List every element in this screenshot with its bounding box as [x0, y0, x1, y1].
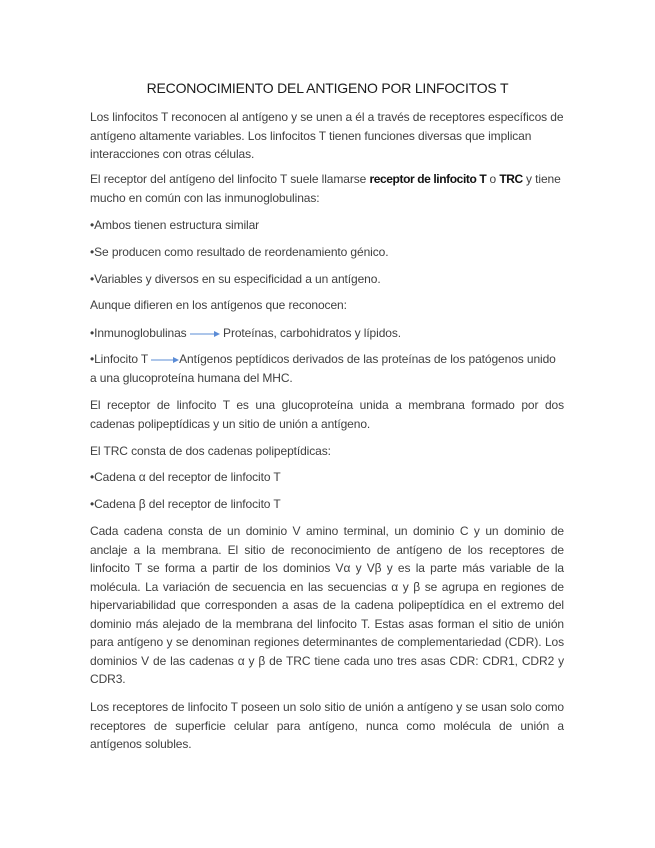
receptor-text-c: o: [486, 172, 500, 186]
domains-paragraph: Cada cadena consta de un dominio V amino terminal, un dominio C y un dominio de anclaje a la membrana. El sitio de reconocimiento de antígeno de los receptores de linfocito T se forma a partir de los dominios Vα y Vβ y es la parte más variable de la molécula. La variación de secuencia en las secuencias α y β se agrupa en regiones de hipervariabilidad que corresponden a asas de la cadena polipeptídica en el extremo del dominio más alejado de la membrana del linfocito T. Estas asas forman el sitio de unión para antígeno y se denominan regiones determinantes de complementariedad (CDR). Los dominios V de las cadenas α y β de TRC tiene cada uno tres asas CDR: CDR1, CDR2 y CDR3.: [90, 524, 564, 686]
arrow-right-icon: [190, 330, 220, 338]
compare-target: Antígenos peptídicos derivados de las proteínas de los patógenos unido a una glucoproteína humana del MHC.: [90, 352, 556, 385]
receptor-text-e: y tiene mucho en común con las inmunoglobulinas:: [90, 172, 561, 205]
differ-paragraph: Aunque difieren en los antígenos que reconocen:: [90, 298, 347, 312]
chains-paragraph: El TRC consta de dos cadenas polipeptídicas:: [90, 444, 331, 458]
receptor-definition-paragraph: El receptor de linfocito T es una glucoproteína unida a membrana formado por dos cadenas polipeptídicas y un sitio de unión a antígeno.: [90, 398, 564, 431]
arrow-right-icon: [151, 356, 179, 364]
receptor-text-a: El receptor del antígeno del linfocito T suele llamarse: [90, 172, 370, 186]
document-title: RECONOCIMIENTO DEL ANTIGENO POR LINFOCITOS T: [146, 80, 509, 96]
receptor-paragraph: [90, 170, 564, 207]
intro-paragraph: Los linfocitos T reconocen al antígeno y se unen a él a través de receptores específicos de antígeno altamente variables. Los linfocitos T tienen funciones diversas que implican interacciones con otras células.: [90, 110, 564, 161]
compare-target: Proteínas, carbohidratos y lípidos.: [223, 326, 401, 340]
receptor-term: receptor de linfocito T: [369, 172, 487, 186]
list-item: •Cadena β del receptor de linfocito T: [90, 497, 281, 511]
trc-term: TRC: [499, 172, 523, 186]
compare-t-cell: [90, 350, 564, 387]
list-item: •Variables y diversos en su especificidad a un antígeno.: [90, 272, 381, 286]
binding-site-paragraph: Los receptores de linfocito T poseen un solo sitio de unión a antígeno y se usan solo como receptores de superficie celular para antígeno, nunca como molécula de unión a antígenos solubles.: [90, 700, 564, 751]
list-item: •Se producen como resultado de reordenamiento génico.: [90, 245, 389, 259]
list-item: •Cadena α del receptor de linfocito T: [90, 470, 281, 484]
compare-label: •Inmunoglobulinas: [90, 326, 187, 340]
compare-label: •Linfocito T: [90, 352, 149, 366]
compare-immunoglobulins: [90, 324, 564, 343]
list-item: •Ambos tienen estructura similar: [90, 218, 260, 232]
